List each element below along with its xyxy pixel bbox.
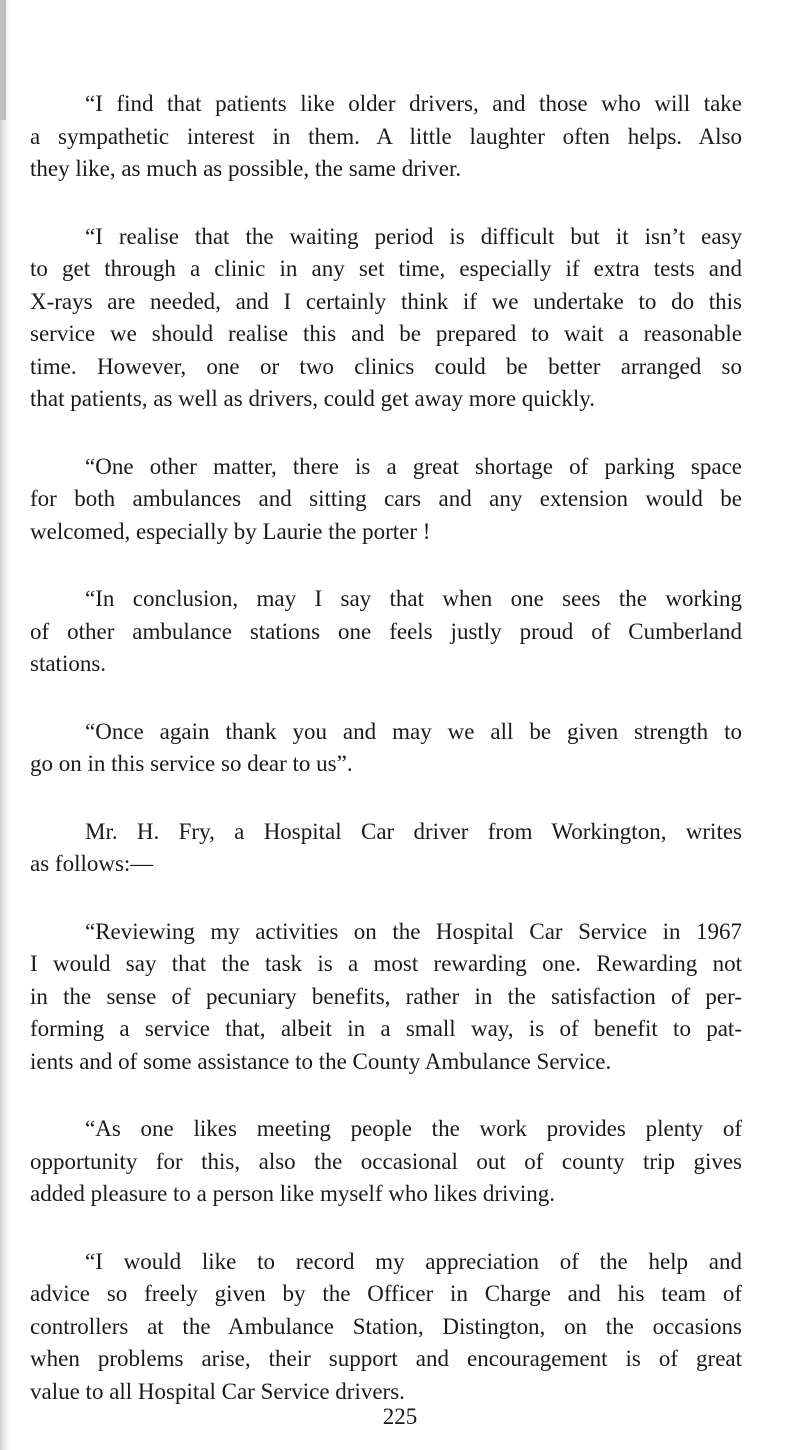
text-line: of other ambulance stations one feels justly proud of Cumberland	[30, 618, 742, 644]
text-line: time. However, one or two clinics could be better arranged so	[30, 353, 742, 379]
page-number: 225	[382, 1404, 418, 1429]
text-line: when problems arise, their support and encouragement is of great	[30, 1346, 742, 1371]
text-line: a sympathetic interest in them. A little laughter often helps. Also	[30, 123, 742, 149]
page-body	[30, 88, 742, 1443]
scan-edge-shadow	[0, 0, 10, 1450]
text-line: that patients, as well as drivers, could get away more quickly.	[30, 386, 596, 411]
paragraph	[30, 1113, 742, 1211]
text-line: advice so freely given by the Officer in Charge and his team of	[30, 1281, 742, 1306]
text-line: value to all Hospital Car Service drivers.	[30, 1378, 405, 1404]
text-line: “Once again thank you and may we all be given strength to	[85, 718, 742, 744]
text-line: service we should realise this and be prepared to wait a reasonable	[30, 321, 742, 346]
text-line: ients and of some assistance to the County Ambulance Service.	[30, 1048, 612, 1074]
paragraph	[30, 916, 742, 1079]
text-line: Mr. H. Fry, a Hospital Car driver from Workington, writes	[85, 818, 742, 844]
text-line: “One other matter, there is a great shortage of parking space	[85, 453, 742, 479]
text-line: they like, as much as possible, the same driver.	[30, 156, 462, 181]
text-line: forming a service that, albeit in a small way, is of benefit to pat-	[30, 1016, 742, 1041]
text-line: “As one likes meeting people the work provides plenty of	[85, 1116, 742, 1141]
text-line: to get through a clinic in any set time, especially if extra tests and	[30, 256, 742, 281]
text-line: in the sense of pecuniary benefits, rather in the satisfaction of per-	[30, 983, 742, 1009]
text-line: “In conclusion, may I say that when one sees the working	[85, 586, 742, 611]
text-line: added pleasure to a person like myself who likes driving.	[30, 1181, 556, 1206]
text-line: stations.	[30, 651, 107, 676]
paragraph	[30, 716, 742, 781]
text-line: go on in this service so dear to us”.	[30, 751, 353, 776]
text-line: “I realise that the waiting period is difficult but it isn’t easy	[85, 223, 742, 249]
text-line: I would say that the task is a most rewarding one. Rewarding not	[30, 951, 742, 976]
scan-edge-mark	[0, 0, 6, 120]
text-line: welcomed, especially by Laurie the porter !	[30, 518, 431, 544]
text-line: for both ambulances and sitting cars and any extension would be	[30, 486, 742, 511]
paragraph	[30, 816, 742, 881]
paragraph	[30, 583, 742, 681]
paragraph	[30, 451, 742, 549]
text-line: “I find that patients like older drivers, and those who will take	[85, 91, 742, 116]
text-line: as follows:—	[30, 851, 154, 876]
text-line: opportunity for this, also the occasional out of county trip gives	[30, 1148, 742, 1174]
paragraph	[30, 1246, 742, 1409]
text-line: X-rays are needed, and I certainly think if we undertake to do this	[30, 288, 742, 314]
paragraph	[30, 88, 742, 186]
text-line: controllers at the Ambulance Station, Distington, on the occasions	[30, 1313, 742, 1339]
text-line: “I would like to record my appreciation of the help and	[85, 1248, 742, 1274]
paragraph	[30, 221, 742, 416]
text-line: “Reviewing my activities on the Hospital Car Service in 1967	[85, 918, 742, 944]
